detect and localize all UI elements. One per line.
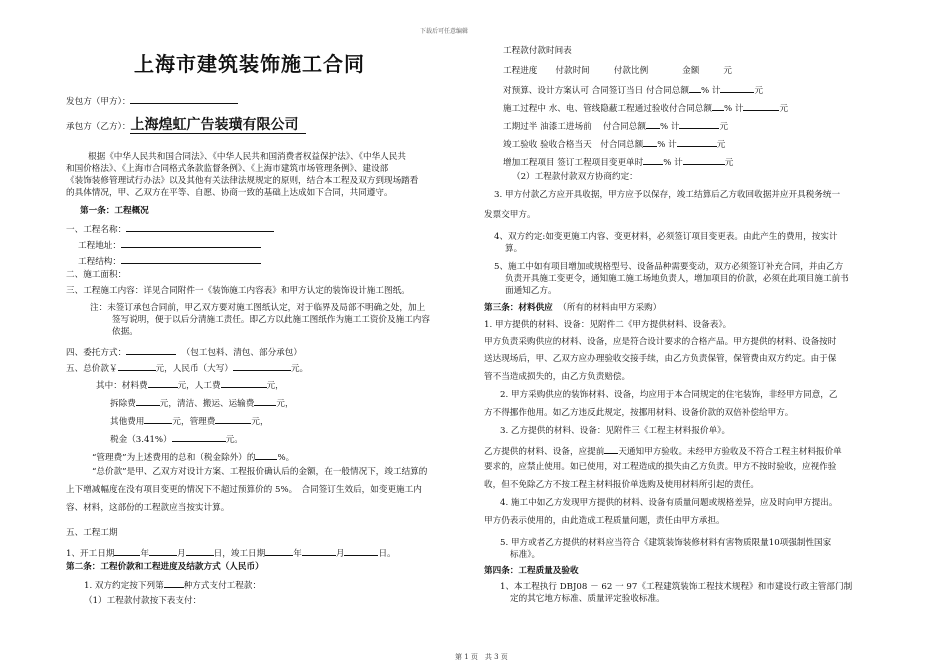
payment-table-intro: （1）工程款付款按下表支付： <box>84 596 202 606</box>
clause-3-line: 3. 甲方付款乙方应开具收据，甲方应予以保存，竣工结算后乙方收回收据并应开具税务统一 <box>494 190 841 200</box>
labor-fee-blank[interactable] <box>221 378 267 388</box>
pay-percent-blank[interactable] <box>643 155 663 165</box>
art3-1-desc: 送达现场后，甲、乙双方应办理验收交接手续，由乙方负责保管，保管费由双方约定。由于保 <box>484 354 837 364</box>
preamble-line: 和国价格法》、《上海市合同格式条款监督条例》、《上海市建筑市场管理条例》、建设部 <box>66 164 389 174</box>
construction-content: 三、工程施工内容：详见合同附件一《装饰施工内容表》和甲方认定的装饰设计施工图纸。 <box>66 286 410 296</box>
period-line: 1、开工日期 年 月 日，竣工日期 年 月 日。 <box>66 546 396 560</box>
total-price-words-blank[interactable] <box>233 361 291 371</box>
article-3-title: 第三条：材料供应 <box>484 303 553 313</box>
period-title: 五、工程工期 <box>66 528 118 538</box>
clause-5-line: 5、施工中如有项目增加或规格型号、设备品种需要变动，双方必须签订补充合同，并由乙方 <box>494 262 844 272</box>
project-structure-line: 工程结构： <box>78 254 261 268</box>
material-fee-blank[interactable] <box>148 378 178 388</box>
payment-row: 增加工程项目 签订工程项目变更单时 % 计 元 <box>503 155 733 169</box>
payment-row: 工期过半 油漆工进场前 付合同总额 % 计 元 <box>503 119 728 133</box>
total-desc-line: “总价款”是甲、乙双方对设计方案、工程报价确认后的金额，在一般情况下，竣工结算的 <box>92 467 428 477</box>
management-rate-blank[interactable] <box>255 450 277 460</box>
note-line: 依据。 <box>112 327 138 337</box>
art3-5: 5. 甲方或者乙方提供的材料应当符合《建筑装饰装修材料有害物质限量10项强制性国家 <box>500 538 832 548</box>
pay-amount-blank[interactable] <box>683 155 725 165</box>
project-name-line: 一、工程名称： <box>66 222 274 236</box>
end-month-blank[interactable] <box>302 546 336 556</box>
article-3-subtitle: （所有的材料由甲方采购） <box>558 303 662 313</box>
pay-percent-blank[interactable] <box>646 119 660 129</box>
clause-4-line: 算。 <box>505 244 523 254</box>
total-desc-line: 容、材料，这部份的工程款应当按实计算。 <box>66 503 230 513</box>
art3-1-desc: 管不当造成损失的，由乙方负责赔偿。 <box>484 372 631 382</box>
art3-3-desc: 乙方提供的材料、设备，应提前 天通知甲方验收。未经甲方验收及不符合工程主材料报价单 <box>484 444 842 458</box>
art3-4: 4. 施工中如乙方发现甲方提供的材料、设备有质量问题或规格差异，应及时向甲方提出。 <box>500 498 838 508</box>
transport-fee-blank[interactable] <box>254 396 276 406</box>
clause-3-line: 发票交甲方。 <box>484 210 536 220</box>
page-title: 上海市建筑装饰施工合同 <box>134 52 365 76</box>
end-day-blank[interactable] <box>344 546 378 556</box>
party-b-line <box>66 117 306 133</box>
demolition-fee-blank[interactable] <box>136 396 160 406</box>
other-fee-line: 其他费用 元，管理费 元， <box>110 414 269 428</box>
project-address-blank[interactable] <box>121 238 261 248</box>
total-desc-line: 上下增减幅度在没有项目变更的情况下不超过预算价的 5%。 合同签订生效后，如变更施工内 <box>66 485 422 495</box>
preamble-line: 的具体情况，甲、乙双方在平等、自愿、协商一致的基础上达成如下合同，共同遵守。 <box>66 188 393 198</box>
pay-percent-blank[interactable] <box>712 101 724 111</box>
note-line: 注：未签订承包合同前，甲乙双方要对施工图纸认定，对于临界及局部不明确之处，加上 <box>90 303 426 313</box>
art3-3-desc: 要求的，应禁止使用。如已使用，对工程造成的损失由乙方负责。甲方不按时验收，应视作验 <box>484 462 837 472</box>
art3-5: 标准》。 <box>510 550 541 560</box>
party-a-line <box>66 94 238 108</box>
pay-amount-blank[interactable] <box>677 137 717 147</box>
page-number: 第 1 页 共 3 页 <box>455 653 508 661</box>
article-4-title: 第四条：工程质量及验收 <box>484 566 579 576</box>
project-name-blank[interactable] <box>126 222 274 232</box>
payment-row: 对预算、设计方案认可 合同签订当日 付合同总额 % 计 元 <box>503 83 763 97</box>
material-fee-line: 其中：材料费 元，人工费 元， <box>96 378 284 392</box>
total-price-line: 五、总价款￥ 元，人民币（大写） 元。 <box>66 361 308 375</box>
clause-5-line: 面通知乙方。 <box>505 286 557 296</box>
payment-table-header: 工程进度 付款时间 付款比例 金额 元 <box>503 66 732 76</box>
payment-row: 竣工验收 验收合格当天 付合同总额 % 计 元 <box>503 137 725 151</box>
payment-method-line: 1. 双方约定按下列第 种方式支付工程款： <box>84 578 261 592</box>
entrust-line: 四、委托方式： （包工包料、清包、部分承包） <box>66 345 302 359</box>
article-1-title: 第一条：工程概况 <box>80 206 149 216</box>
party-a-blank[interactable] <box>130 94 238 104</box>
notice-days-blank[interactable] <box>604 444 618 454</box>
construction-area: 二、施工面积： <box>66 270 127 280</box>
preamble-line: 《装饰装修管理试行办法》以及其他有关法律法规规定的原则，结合本工程及双方到现场踏看 <box>66 176 419 186</box>
preamble-line: 根据《中华人民共和国合同法》、《中华人民共和国消费者权益保护法》、《中华人民共 <box>88 152 406 162</box>
project-address-line: 工程地址： <box>78 238 261 252</box>
article-3-title-line <box>484 303 661 314</box>
party-a-label: 发包方（甲方）： <box>66 97 131 107</box>
art3-3-desc: 收，但不免除乙方不按工程主材料报价单选购及使用材料所引起的责任。 <box>484 480 760 490</box>
art3-4: 甲方仍表示使用的，由此造成工程质量问题，责任由甲方承担。 <box>484 516 725 526</box>
pay-amount-blank[interactable] <box>743 101 779 111</box>
tax-line: 税金（3.41%） 元。 <box>110 432 243 446</box>
pay-amount-blank[interactable] <box>720 83 754 93</box>
article-2-title: 第二条：工程价款和工程进度及结款方式（人民币） <box>66 562 264 572</box>
start-month-blank[interactable] <box>149 546 177 556</box>
project-structure-blank[interactable] <box>121 254 261 264</box>
payment-row: 施工过程中 水、电、管线隐蔽工程通过验收付合同总额 % 计 元 <box>503 101 788 115</box>
art3-2: 方不得挪作他用。如乙方违反此规定，按挪用材料、设备价款的双倍补偿给甲方。 <box>484 408 794 418</box>
payment-table-title: 工程款付款时间表 <box>503 46 572 56</box>
start-year-blank[interactable] <box>114 546 140 556</box>
art4-1: 1、本工程执行 DBJ08 － 62 一 97《工程建筑装饰工程技术规程》和市建设行政主管部门制 <box>500 582 853 592</box>
management-fee-rate-line: “管理费”为上述费用的总和（税金除外）的 %。 <box>92 450 294 464</box>
management-fee-blank[interactable] <box>215 414 251 424</box>
pay-percent-blank[interactable] <box>689 83 701 93</box>
end-year-blank[interactable] <box>265 546 293 556</box>
party-b-name: 上海煌虹广告装璜有限公司 <box>130 117 306 134</box>
art4-1: 定的其它地方标准、质量评定验收标准。 <box>510 594 665 604</box>
payment-method-2: （2）工程款付款双方协商约定： <box>512 172 638 182</box>
other-fee-blank[interactable] <box>144 414 172 424</box>
clause-5-line: 负责开具施工变更令，通知施工施工场地负责人，增加项目的价款，必须在此项目施工前书 <box>505 274 849 284</box>
note-line: 签写说明，便于以后分清施工责任。即乙方以此施工图纸作为施工工资价及施工内容 <box>112 315 430 325</box>
clause-4-line: 4、双方约定:如变更施工内容、变更材料，必须签订项目变更表。由此产生的费用，按实计 <box>494 232 838 242</box>
payment-method-blank[interactable] <box>164 578 184 588</box>
art3-1-desc: 甲方负责采购供应的材料、设备，应是符合设计要求的合格产品。甲方提供的材料、设备按时 <box>484 337 837 347</box>
tax-blank[interactable] <box>172 432 226 442</box>
total-price-blank[interactable] <box>118 361 156 371</box>
demolition-fee-line: 拆除费 元，清洁、搬运、运输费 元， <box>110 396 294 410</box>
pay-amount-blank[interactable] <box>679 119 719 129</box>
start-day-blank[interactable] <box>186 546 214 556</box>
header-note: 下载后可任意编辑 <box>420 28 469 35</box>
entrust-blank[interactable] <box>126 345 176 355</box>
art3-2: 2. 甲方采购供应的装饰材料、设备，均应用于本合同规定的住宅装饰，非经甲方同意，乙 <box>500 390 838 400</box>
art3-3: 3. 乙方提供的材料、设备：见附件三《工程主材料报价单》。 <box>500 426 731 436</box>
art3-1: 1. 甲方提供的材料、设备：见附件二《甲方提供材料、设备表》。 <box>484 320 732 330</box>
party-b-label: 承包方（乙方）： <box>66 122 131 132</box>
pay-percent-blank[interactable] <box>643 137 657 147</box>
